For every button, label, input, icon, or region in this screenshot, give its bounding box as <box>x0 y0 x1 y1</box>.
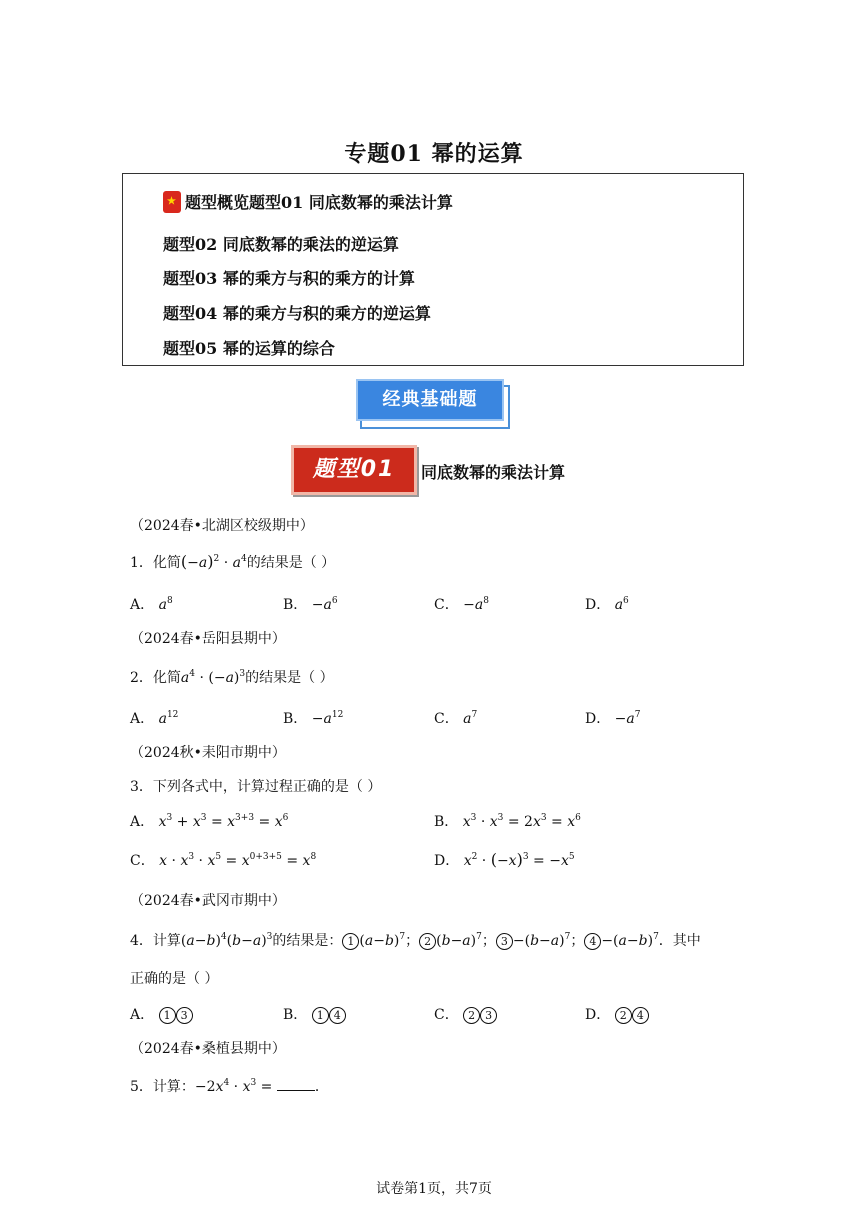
question-4-option-b[interactable]: B． 1 4 <box>283 1004 346 1024</box>
section-banner <box>356 379 510 429</box>
question-4-stem: 4．计算$(a-b)^4(b-a)^3$的结果是： 1 $(a-b)^7$； 2 $(b-a)^7$； $3 -(b-a)^7$； $4 -(a-b)^7$．其中 <box>130 932 701 949</box>
question-2-stem: 2．化简$a^4 \cdot (-a)^3$的结果是（ ） <box>130 669 334 686</box>
question-1-option-b[interactable]: B． $-a^6$ <box>283 596 338 613</box>
question-2-option-c[interactable]: C． $a^7$ <box>434 710 478 727</box>
question-5-stem: 5．计算：$-2x^4 \cdot x^3$ = ． <box>130 1078 329 1095</box>
question-5-source: （2024春•桑植县期中） <box>130 1041 286 1057</box>
question-1-stem: 1．化简$(-a)^2 \cdot a^4$的结果是（ ） <box>130 552 336 571</box>
question-3-stem: 3．下列各式中，计算过程正确的是（ ） <box>130 779 382 795</box>
question-1-option-a[interactable]: A． $a^8$ <box>130 596 173 613</box>
question-4-option-a[interactable]: A． 1 3 <box>130 1004 193 1024</box>
overview-line-5[interactable]: 题型05 幂的运算的综合 <box>163 339 335 358</box>
book-icon <box>163 191 181 213</box>
question-3-option-b[interactable]: B． $x^3 \cdot x^3 = 2x^3 = x^6$ <box>434 813 581 830</box>
question-4-option-c[interactable]: C． 2 3 <box>434 1004 497 1024</box>
question-1-option-c[interactable]: C． $-a^8$ <box>434 596 489 613</box>
question-2-option-b[interactable]: B． $-a^{12}$ <box>283 710 344 727</box>
type-badge: 题型01 <box>291 445 417 495</box>
section-banner-label: 经典基础题 <box>356 379 504 421</box>
question-5-answer-blank[interactable] <box>277 1078 315 1091</box>
question-1-option-d[interactable]: D． $a^6$ <box>585 596 629 613</box>
overview-line-1[interactable]: ★题型概览题型01 同底数幂的乘法计算 <box>163 190 453 213</box>
question-3-option-c[interactable]: C． $x \cdot x^3 \cdot x^5 = x^{0+3+5} = x^8$ <box>130 852 317 869</box>
page-title: 专题01 幂的运算 <box>344 141 524 167</box>
overview-box <box>122 173 744 366</box>
overview-line-4[interactable]: 题型04 幂的乘方与积的乘方的逆运算 <box>163 304 431 323</box>
type-title: 同底数幂的乘法计算 <box>421 463 566 482</box>
question-2-source: （2024春•岳阳县期中） <box>130 631 286 647</box>
question-4-source: （2024春•武冈市期中） <box>130 893 286 909</box>
question-2-option-a[interactable]: A． $a^{12}$ <box>130 710 179 727</box>
overview-line-2[interactable]: 题型02 同底数幂的乘法的逆运算 <box>163 235 399 254</box>
question-1-source: （2024春•北湖区校级期中） <box>130 518 314 534</box>
question-3-option-a[interactable]: A． $x^3 + x^3 = x^{3+3} = x^6$ <box>130 813 289 830</box>
question-4-stem-line2: 正确的是（ ） <box>130 971 219 987</box>
question-3-option-d[interactable]: D． $x^2 \cdot (-x)^3 = -x^5$ <box>434 850 575 869</box>
question-3-source: （2024秋•耒阳市期中） <box>130 745 286 761</box>
question-4-option-d[interactable]: D． 2 4 <box>585 1004 649 1024</box>
page-footer: 试卷第1页，共7页 <box>376 1181 492 1197</box>
overview-line-3[interactable]: 题型03 幂的乘方与积的乘方的计算 <box>163 269 415 288</box>
question-2-option-d[interactable]: D． $-a^7$ <box>585 710 641 727</box>
